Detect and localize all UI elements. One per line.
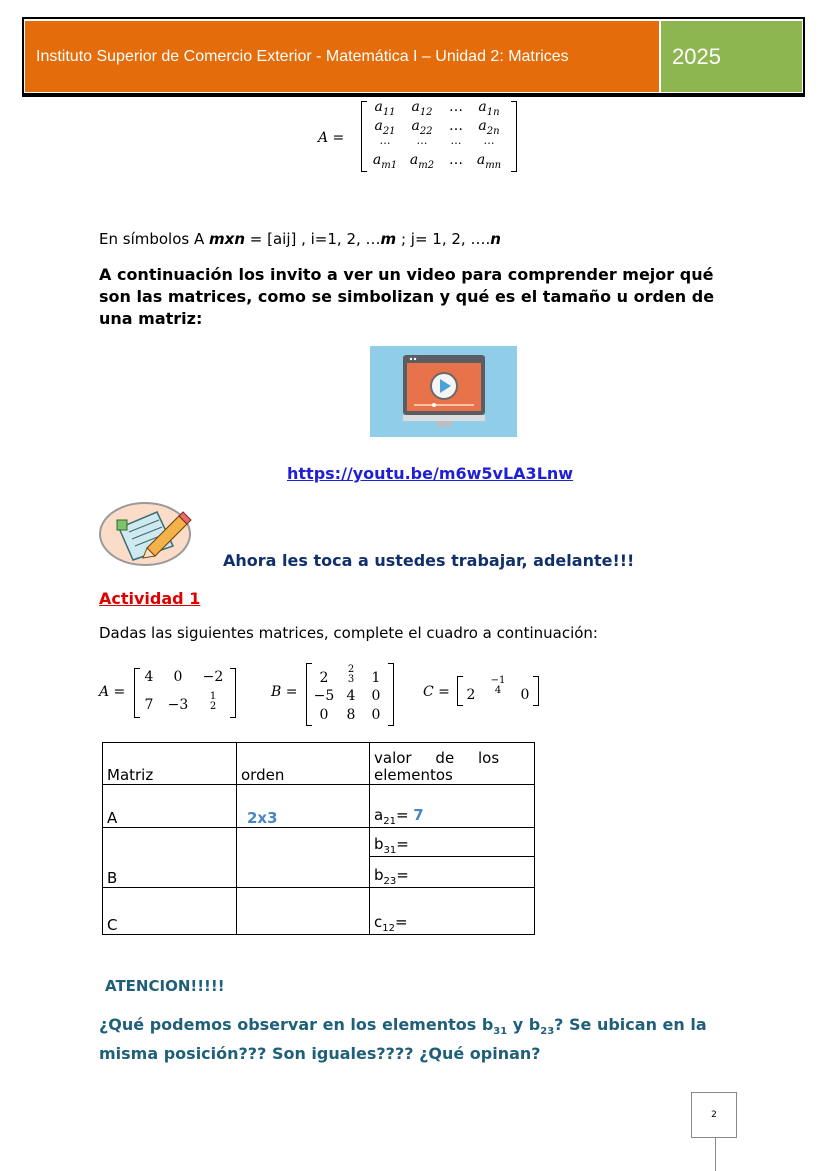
matrix-c — [457, 676, 539, 706]
matrix-row: 7 −31 2 — [138, 692, 230, 713]
attention-title: ATENCION!!!!! — [105, 977, 225, 995]
elem-sub: 12 — [382, 923, 395, 934]
matrix-b — [306, 663, 394, 726]
matrix-row: 4 0 −2 — [144, 669, 224, 685]
elem-sub: 21 — [383, 816, 396, 827]
header-orden: orden — [237, 743, 370, 785]
matrix-row: 0 8 0 — [319, 707, 381, 723]
table-row — [103, 828, 535, 857]
writing-clipart-icon — [99, 498, 194, 566]
matrix-row: … … … … — [379, 134, 495, 147]
cell-elemento[interactable] — [370, 828, 535, 857]
table-header-row — [103, 743, 535, 785]
video-thumbnail[interactable] — [370, 346, 517, 437]
fraction-one-half: 1 2 — [209, 691, 217, 712]
elem-label: a — [374, 806, 384, 824]
elem-eq: = — [394, 913, 408, 931]
elem-sub: 31 — [383, 845, 397, 856]
cell-matriz: B — [103, 828, 237, 888]
cell-elemento[interactable] — [370, 785, 535, 828]
video-link[interactable]: https://youtu.be/m6w5vLA3Lnw — [287, 464, 574, 483]
cell-matriz: A — [103, 785, 237, 828]
cell-elemento[interactable] — [370, 888, 535, 935]
header-title: Instituto Superior de Comercio Exterior - Matemática I – Unidad 2: Matrices — [25, 21, 659, 92]
general-matrix-label: A = — [318, 130, 345, 146]
header-rule — [22, 94, 805, 97]
matrix-table — [102, 742, 535, 935]
right-bracket — [388, 663, 394, 726]
matrix-a-label: A = — [99, 684, 126, 700]
matrix-row: $a_{11}$ $a_{12}$ … $a_{1n}$ — [374, 99, 500, 118]
elem-label: b — [374, 835, 384, 853]
matrix-row: $a_{m1}$ $a_{m2}$ … $a_{mn}$ — [372, 152, 502, 171]
header-matriz: Matriz — [103, 743, 237, 785]
page-number-line — [715, 1138, 716, 1171]
general-matrix — [361, 99, 517, 172]
matrix-b-label: B = — [271, 684, 298, 700]
cell-matriz: C — [103, 888, 237, 935]
elem-label: c — [374, 913, 383, 931]
table-row — [103, 785, 535, 828]
attention-line-2: misma posición??? Son iguales???? ¿Qué opinan? — [99, 1044, 541, 1064]
matrix-row: 22 3 1 — [319, 664, 381, 686]
page-number: 2 — [691, 1092, 737, 1138]
activity-title: Actividad 1 — [99, 589, 201, 608]
matrix-c-label: C = — [423, 684, 450, 700]
cell-elemento[interactable] — [370, 857, 535, 888]
elem-eq: = — [395, 806, 414, 824]
matrix-row: −5 4 0 — [313, 688, 381, 704]
elem-label: b — [374, 866, 384, 884]
right-bracket — [511, 101, 517, 172]
matrix-row: $a_{21}$ $a_{22}$ … $a_{2n}$ — [374, 118, 500, 137]
symbols-line: En símbolos A mxn = [aij] , i=1, 2, …m ; j= 1, 2, ….n — [99, 230, 501, 248]
intro-paragraph: A continuación los invito a ver un video para comprender mejor qué son las matrices, como se simbolizan y qué es el tamaño u orden de una matriz: — [99, 265, 715, 328]
matrix-a — [134, 668, 236, 718]
cell-orden[interactable] — [237, 888, 370, 935]
table-row — [103, 888, 535, 935]
attention-line-1: ¿Qué podemos observar en los elementos $b_{31}$ y $b_{23}$? Se ubican en la — [99, 1015, 707, 1038]
cell-orden[interactable] — [237, 828, 370, 888]
activity-instruction: Dadas las siguientes matrices, complete el cuadro a continuación: — [99, 624, 598, 642]
elem-eq: = — [396, 835, 409, 853]
fraction-two-thirds: 2 3 — [347, 664, 355, 685]
header-valor-line1: valor de los — [374, 749, 500, 767]
call-to-action: Ahora les toca a ustedes trabajar, adelante!!! — [223, 551, 635, 570]
elem-eq: = — [396, 866, 409, 884]
header-year: 2025 — [661, 21, 802, 92]
header-valor-line2: elementos — [374, 766, 453, 784]
answer-orden: 2x3 — [247, 809, 278, 827]
attention-question — [99, 1014, 759, 1065]
fraction-minus-one-quarter: −1 4 — [490, 675, 506, 696]
matrix-row: 2−1 4 0 — [466, 675, 530, 703]
right-bracket — [230, 668, 236, 718]
header-valor — [370, 743, 535, 785]
cell-orden[interactable] — [237, 785, 370, 828]
elem-sub: 23 — [383, 876, 397, 887]
answer-value: 7 — [413, 806, 424, 824]
